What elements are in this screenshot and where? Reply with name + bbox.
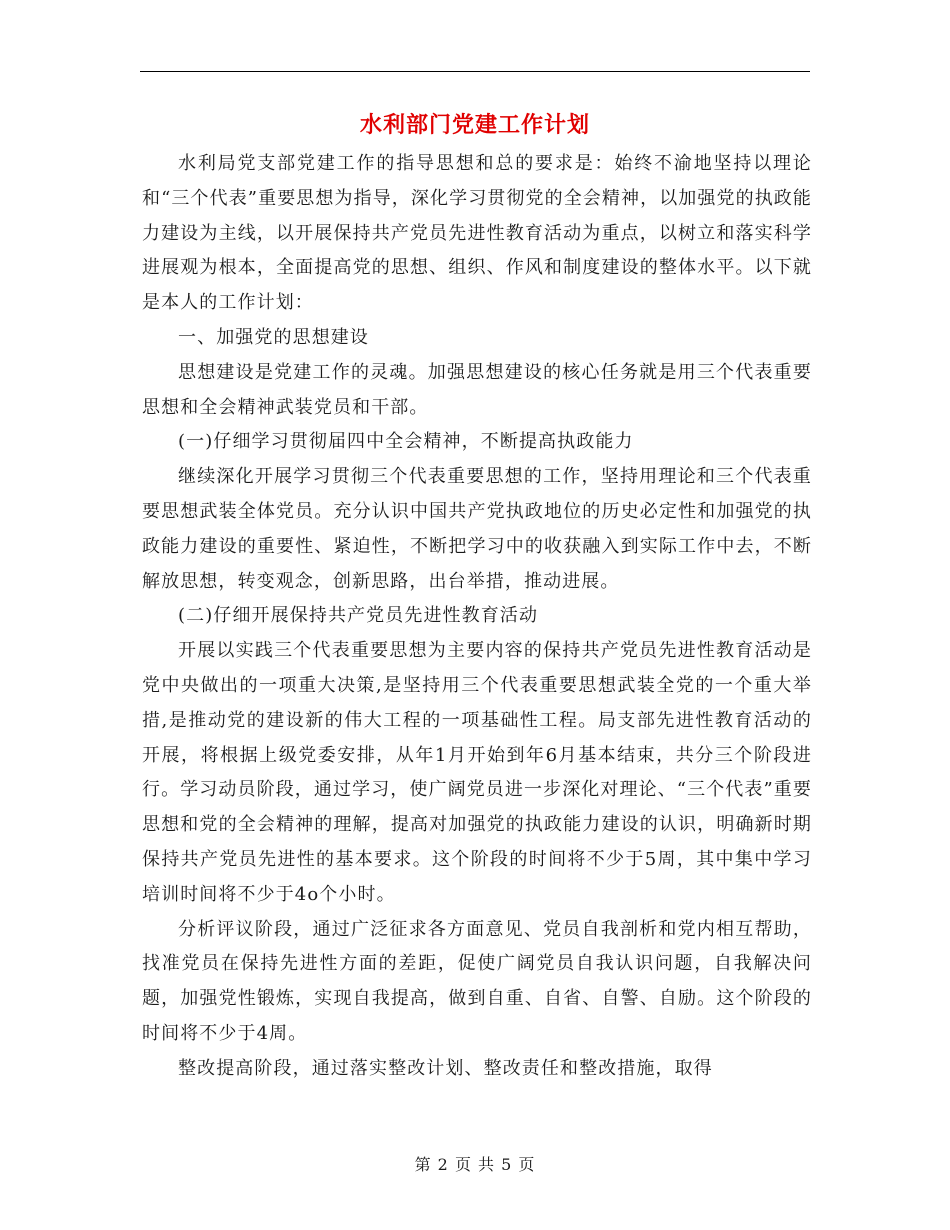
subsection-heading-2: (二)仔细开展保持共产党员先进性教育活动: [178, 605, 539, 627]
document-title: 水利部门党建工作计划: [359, 112, 590, 138]
paragraph-guiding-ideology: 水利局党支部党建工作的指导思想和总的要求是：始终不渝地坚持以理论和“三个代表”重要思想为指导，深化学习贯彻党的全会精神，以加强党的执政能力建设为主线，以开展保持共产党员先进性教育活动为重点，以树立和落实科学进展观为根本，全面提高党的思想、组织、作风和制度建设的整体水平。以下就是本人的工作计划：: [142, 153, 813, 314]
subsection-heading-1: (一)仔细学习贯彻届四中全会精神，不断提高执政能力: [178, 431, 634, 453]
header-rule: [140, 71, 810, 72]
paragraph-continue-study: 继续深化开展学习贯彻三个代表重要思想的工作，坚持用理论和三个代表重要思想武装全体党员。充分认识中国共产党执政地位的历史必定性和加强党的执政能力建设的重要性、紧迫性，不断把学习中的收获融入到实际工作中去，不断解放思想，转变观念，创新思路，出台举措，推动进展。: [142, 466, 812, 592]
paragraph-rectification-stage: 整改提高阶段，通过落实整改计划、整改责任和整改措施，取得: [178, 1057, 713, 1079]
section-heading-ideological-building: 一、加强党的思想建设: [178, 326, 369, 348]
paragraph-education-activity: 开展以实践三个代表重要思想为主要内容的保持共产党员先进性教育活动是党中央做出的一项重大决策,是坚持用三个代表重要思想武装全党的一个重大举措,是推动党的建设新的伟大工程的一项基础性工程。局支部先进性教育活动的开展，将根据上级党委安排，从年1月开始到年6月基本结束，共分三个阶段进行。学习动员阶段，通过学习，使广阔党员进一步深化对理论、“三个代表”重要思想和党的全会精神的理解，提高对加强党的执政能力建设的认识，明确新时期保持共产党员先进性的基本要求。这个阶段的时间将不少于5周，其中集中学习培训时间将不少于4o个小时。: [142, 640, 813, 905]
paragraph-ideological-core: 思想建设是党建工作的灵魂。加强思想建设的核心任务就是用三个代表重要思想和全会精神武装党员和干部。: [142, 361, 812, 418]
paragraph-analysis-stage: 分析评议阶段，通过广泛征求各方面意见、党员自我剖析和党内相互帮助，找准党员在保持先进性方面的差距，促使广阔党员自我认识问题，自我解决问题，加强党性锻炼，实现自我提高，做到自重、自省、自警、自励。这个阶段的时间将不少于4周。: [142, 918, 812, 1044]
document-body: [142, 147, 812, 1087]
page-indicator: 第 2 页 共 5 页: [414, 1155, 536, 1174]
